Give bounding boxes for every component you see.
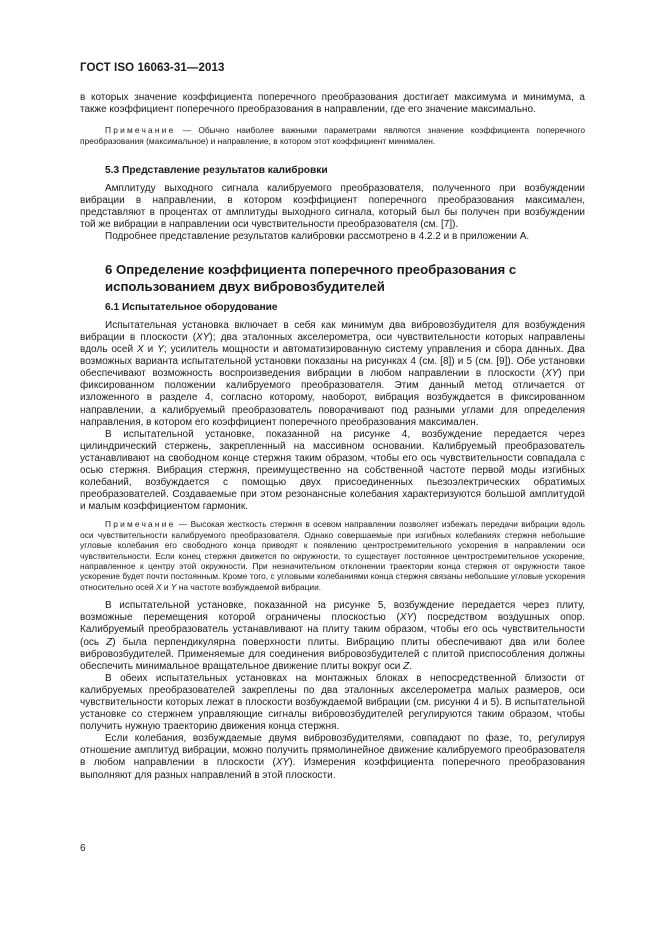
document-body xyxy=(80,92,585,782)
text-run: ) была перпендикулярна поверхности плиты. Вибрацию плиты обеспечивают два или более вибровозбудителей. Применяемые для соединения вибровозбудителей с плитой приспособления должны обеспечить минимальное вращательное движение плиты вокруг оси xyxy=(80,636,585,672)
intro-paragraph: в которых значение коэффициента поперечного преобразования достигает максимума и минимума, а также коэффициент поперечного преобразования в направлении, где его значение максимально. xyxy=(80,92,585,116)
axis-label: X xyxy=(137,344,144,356)
section-6-title: 6 Определение коэффициента поперечного преобразования с использованием двух вибровозбудителей xyxy=(105,262,517,294)
text-run: ; усилитель мощности и автоматизированную систему управления и сбора данных. Два возможных варианта испытательной установки показаны на рисунках 4 (см. [8]) и 5 (см. [9]). Обе установки обеспечивают возможность воспроизведения вибрации в любом направлении в плоскости ( xyxy=(80,344,585,380)
section-6-1-paragraph-3 xyxy=(80,600,585,673)
text-run: ) посредством воздушных опор. Калибруемый преобразователь устанавливают на плиту таким образом, чтобы его ось чувствительности (ось xyxy=(80,612,586,648)
section-6-1-title: 6.1 Испытательное оборудование xyxy=(105,301,278,313)
note-2-label: Примечание xyxy=(105,519,176,530)
axis-label: Y xyxy=(170,581,177,592)
text-run: ). Измерения коэффициента поперечного преобразования выполняют для разных направлений в этой плоскости. xyxy=(80,757,585,781)
text-run: . xyxy=(409,660,413,672)
axis-label: XY xyxy=(399,612,414,624)
axis-label: Z xyxy=(403,660,410,672)
text-run: — Высокая жесткость стержня в осевом направлении позволяет избежать передачи вибрации вдоль оси чувствительности калибруемого преобразователя. Однако совершаемые при изгибных колебаниях стержня небольшие угловые колебания его свободного конца приводят к появлению центростремительного ускорения в направлении оси чувствительности. Если конец стержня движется по окружности, то существует постоянное центростремительное ускорение, направленное к центру этой окружности. При незначительном отклонении траектории конца стержня от окружности такое ускорение будет почти постоянным. Кроме того, с угловыми колебаниями конца стержня связаны небольшие угловые ускорения относительно осей xyxy=(80,519,585,592)
note-2 xyxy=(80,519,585,592)
axis-label: X xyxy=(155,581,162,592)
section-6-1-paragraph-4: В обеих испытательных установках на монтажных блоках в непосредственной близости от калибруемых преобразователей закреплены по два эталонных акселерометра малых размеров, оси чувствительности которых лежат в плоскости возбуждаемой вибрации (см. рисунки 4 и 5). В испытательной установке со стержнем управляющие сигналы вибровозбудителей регулируются таким образом, чтобы получить нужную траекторию движения конца стержня. xyxy=(80,672,585,733)
note-1-text: — Обычно наиболее важными параметрами являются значение коэффициента поперечного преобразования (максимальное) и направление, в котором этот коэффициент минимален. xyxy=(80,125,585,146)
section-5-3-paragraph-1: Амплитуду выходного сигнала калибруемого преобразователя, полученного при возбуждении вибрации в направлении, в котором коэффициент поперечного преобразования максимален, представляют в процентах от амплитуды выходного сигнала, который был бы получен при возбуждении той же вибрации в направлении оси чувствительности преобразователя (см. [7]). xyxy=(80,183,585,231)
document-header: ГОСТ ISO 16063-31—2013 xyxy=(80,62,225,74)
section-6-1-paragraph-5 xyxy=(80,733,585,781)
axis-label: Y xyxy=(157,344,164,356)
section-6-1-paragraph-2: В испытательной установке, показанной на рисунке 4, возбуждение передается через цилиндрический стержень, закрепленный на массивном основании. Калибруемый преобразователь устанавливают на свободном конце стержня таким образом, чтобы его ось чувствительности совпадала с осью стержня. Вибрация стержня, преимущественно на собственной частоте первой моды изгибных колебаний, возбуждается с помощью двух присоединенных пьезоэлектрических обратимых преобразователей. Создаваемые при этом резонансные колебания характеризуются большой амплитудой и малым коэффициентом гармоник. xyxy=(80,428,585,513)
section-6-1-paragraph-1 xyxy=(80,320,585,429)
axis-label: XY xyxy=(196,331,210,343)
axis-label: XY xyxy=(275,757,290,769)
section-5-3-title: 5.3 Представление результатов калибровки xyxy=(105,165,328,176)
text-run: и xyxy=(161,581,171,592)
section-5-3-paragraph-2: Подробнее представление результатов калибровки рассмотрено в 4.2.2 и в приложении А. xyxy=(105,231,530,243)
text-run: В испытательной установке, показанной на рисунке 5, возбуждение передается через плиту, возможные перемещения которой ограничены плоскостью ( xyxy=(80,600,585,624)
note-1 xyxy=(80,125,585,146)
text-run: Если колебания, возбуждаемые двумя вибровозбудителями, совпадают по фазе, то, регулируя отношение амплитуд вибрации, можно получить прямолинейное движение калибруемого преобразователя в любом направлении в плоскости ( xyxy=(80,733,585,769)
text-run: и xyxy=(143,344,158,356)
note-1-label: Примечание xyxy=(105,125,176,136)
text-run: на частоте возбуждаемой вибрации. xyxy=(176,581,322,592)
text-run: ); два эталонных акселерометра, оси чувствительности которых направлены вдоль осей xyxy=(80,331,586,356)
page-number: 6 xyxy=(80,843,86,854)
axis-label: Z xyxy=(106,636,113,648)
text-run: ) при фиксированном положении калибруемого преобразователя. Этим данный метод отличается от изложенного в разделе 4, согласно которому, наоборот, вибрация возбуждается в фиксированном направлении, а калибруемый преобразователь поворачивают под разными углами для определения направления, в котором его коэффициент поперечного преобразования максимален. xyxy=(80,368,586,428)
axis-label: XY xyxy=(545,368,559,380)
text-run: Испытательная установка включает в себя как минимум два вибровозбудителя для возбуждения вибрации в плоскости ( xyxy=(80,319,585,343)
